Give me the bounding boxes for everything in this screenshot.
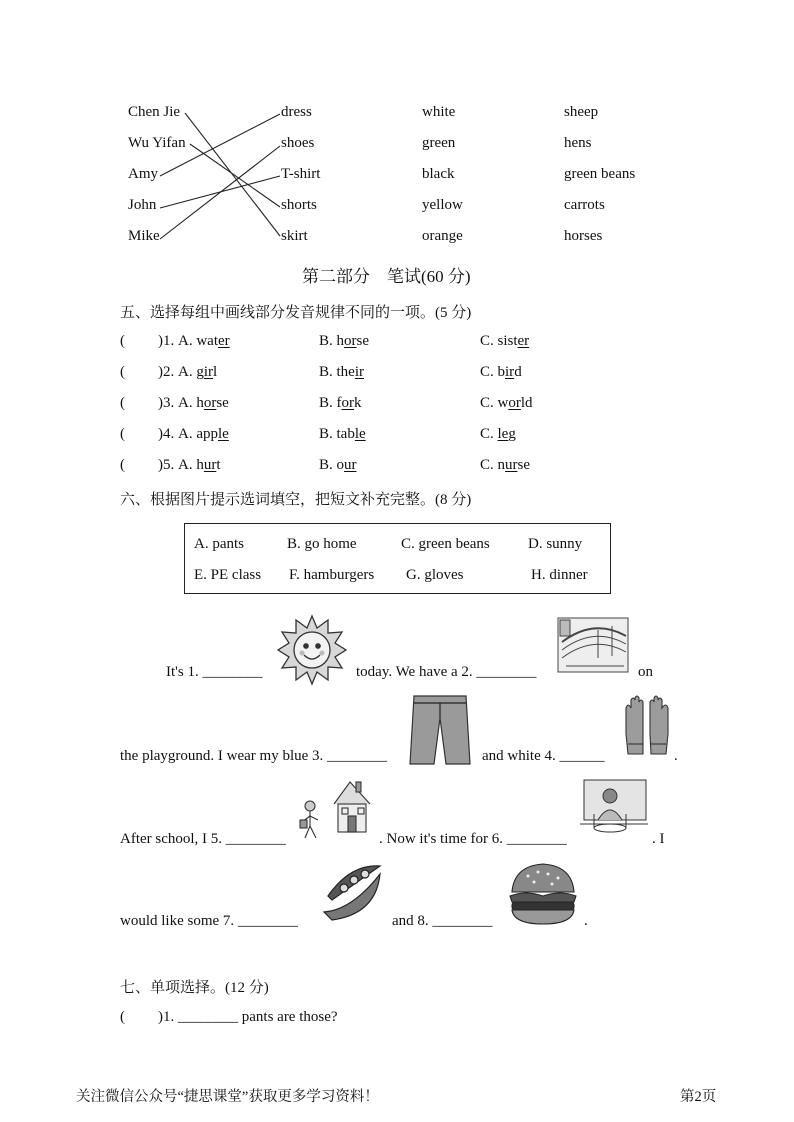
part2-title: 第二部分 笔试(60 分) — [302, 267, 471, 286]
section5-title: 五、选择每组中画线部分发音规律不同的一项。(5 分) — [120, 305, 472, 321]
match-name-5: Mike — [128, 228, 160, 244]
playground-track-icon — [558, 612, 630, 674]
hamburger-icon — [508, 862, 578, 926]
match-name-3: Amy — [128, 166, 158, 182]
section5-q2-option-a: A. girl — [178, 364, 218, 380]
matching-lines — [0, 0, 794, 260]
gloves-icon — [622, 694, 672, 762]
option-e: E. PE class — [194, 567, 262, 583]
match-color-5: orange — [422, 228, 463, 244]
section5-q2-option-b: B. their — [319, 364, 365, 380]
section7-q1: ( )1. ________ pants are those? — [120, 1009, 338, 1025]
passage-line3-part3: . I — [652, 831, 665, 847]
match-farm-1: sheep — [564, 104, 599, 120]
section6-title: 六、根据图片提示选词填空，把短文补充完整。(8 分) — [120, 492, 472, 508]
go-home-icon — [296, 776, 376, 840]
section5-q5: ( )5. — [120, 457, 175, 473]
match-clothes-2: shoes — [281, 135, 315, 151]
match-color-2: green — [422, 135, 456, 151]
page-number: 第2页 — [680, 1089, 717, 1105]
passage-line2-part1: the playground. I wear my blue 3. ________ — [120, 748, 388, 764]
section5-q4-option-c: C. leg — [480, 426, 516, 442]
option-b: B. go home — [287, 536, 357, 552]
match-line-mike-shoes — [160, 146, 280, 239]
section5-q1-option-c: C. sister — [480, 333, 530, 349]
option-c: C. green beans — [401, 536, 490, 552]
section5-q3: ( )3. — [120, 395, 175, 411]
match-farm-2: hens — [564, 135, 592, 151]
match-name-4: John — [128, 197, 157, 213]
match-clothes-5: skirt — [281, 228, 308, 244]
passage-line2-part3: . — [674, 748, 678, 764]
passage-line1-part2: today. We have a 2. ________ — [356, 664, 537, 680]
match-clothes-4: shorts — [281, 197, 317, 213]
match-farm-5: horses — [564, 228, 603, 244]
section5-q5-option-b: B. our — [319, 457, 357, 473]
match-name-1: Chen Jie — [128, 104, 181, 120]
sun-icon — [276, 614, 348, 686]
passage-line4-part1: would like some 7. ________ — [120, 913, 298, 929]
green-beans-icon — [320, 862, 386, 924]
match-name-2: Wu Yifan — [128, 135, 186, 151]
match-farm-3: green beans — [564, 166, 636, 182]
match-color-3: black — [422, 166, 455, 182]
pants-icon — [408, 694, 472, 766]
passage-line3-part1: After school, I 5. ________ — [120, 831, 286, 847]
passage-line1-part1: It's 1. ________ — [166, 664, 263, 680]
section5-q2-option-c: C. bird — [480, 364, 522, 380]
match-farm-4: carrots — [564, 197, 605, 213]
match-line-chenjie-skirt — [185, 113, 280, 236]
match-color-1: white — [422, 104, 456, 120]
option-h: H. dinner — [531, 567, 588, 583]
passage-line4-part3: . — [584, 913, 588, 929]
section5-q3-option-b: B. fork — [319, 395, 362, 411]
section5-q1-option-a: A. water — [178, 333, 230, 349]
section5-q3-option-c: C. world — [480, 395, 533, 411]
option-a: A. pants — [194, 536, 244, 552]
section5-q5-option-a: A. hurt — [178, 457, 221, 473]
option-d: D. sunny — [528, 536, 583, 552]
section5-q4: ( )4. — [120, 426, 175, 442]
match-line-amy-dress — [160, 114, 280, 176]
section5-q4-option-a: A. apple — [178, 426, 229, 442]
section5-q1: ( )1. — [120, 333, 175, 349]
section5-q2: ( )2. — [120, 364, 175, 380]
option-g: G. gloves — [406, 567, 464, 583]
dinner-icon — [580, 778, 648, 842]
section7-title: 七、单项选择。(12 分) — [120, 980, 269, 996]
match-color-4: yellow — [422, 197, 463, 213]
match-clothes-1: dress — [281, 104, 312, 120]
match-clothes-3: T-shirt — [281, 166, 321, 182]
passage-line1-part3: on — [638, 664, 653, 680]
passage-line2-part2: and white 4. ______ — [482, 748, 605, 764]
passage-line3-part2: . Now it's time for 6. ________ — [379, 831, 567, 847]
section5-q1-option-b: B. horse — [319, 333, 370, 349]
section5-q4-option-b: B. table — [319, 426, 366, 442]
passage-line4-part2: and 8. ________ — [392, 913, 493, 929]
footer-note: 关注微信公众号“捷思课堂”获取更多学习资料！ — [76, 1089, 379, 1105]
section5-q5-option-c: C. nurse — [480, 457, 531, 473]
option-f: F. hamburgers — [289, 567, 375, 583]
section5-q3-option-a: A. horse — [178, 395, 229, 411]
